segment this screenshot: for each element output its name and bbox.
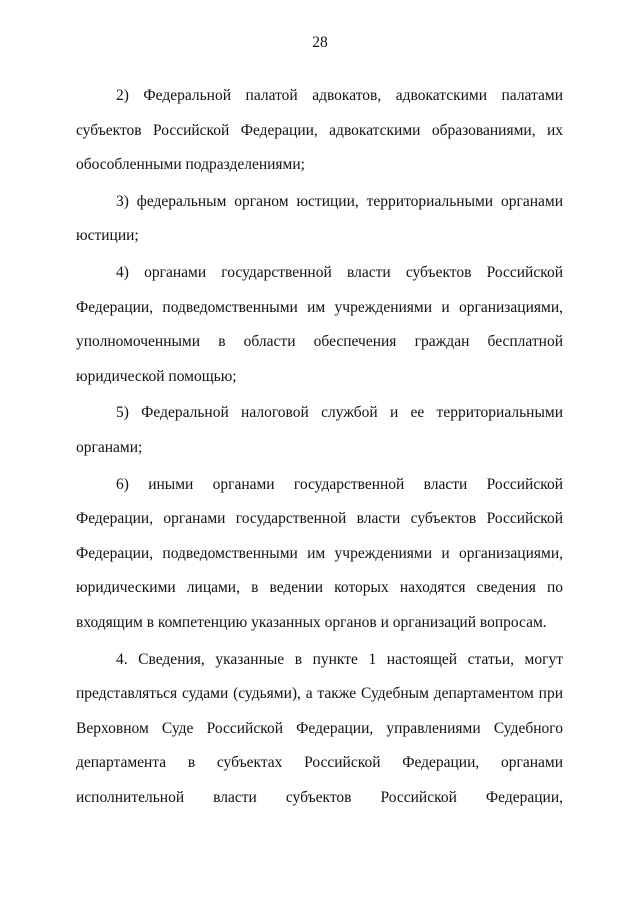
paragraph-item-2: 2) Федеральной палатой адвокатов, адвокатскими палатами субъектов Российской Федерации, адвокатскими образованиями, их обособленными подразделениями;: [76, 87, 563, 174]
page-number: 28: [312, 34, 328, 51]
paragraph-item-5: 5) Федеральной налоговой службой и ее территориальными органами;: [76, 404, 563, 456]
document-body: [76, 79, 563, 817]
paragraph-item-6: 6) иными органами государственной власти Российской Федерации, органами государственной власти субъектов Российской Федерации, подведомственными им учреждениями и организациями, юридическими лицами, в ведении которых находятся сведения по входящим в компетенцию указанных органов и организаций вопросам.: [76, 475, 563, 631]
paragraph-item-3: 3) федеральным органом юстиции, территориальными органами юстиции;: [76, 192, 563, 245]
paragraph-point-4: 4. Сведения, указанные в пункте 1 настоящей статьи, могут представляться судами (судьями), а также Судебным департаментом при Верховном Суде Российской Федерации, управлениями Судебного департамента в субъектах Российской Федерации, органами исполнительной власти субъектов Российской Федерации,: [76, 650, 563, 806]
paragraph-item-4: 4) органами государственной власти субъектов Российской Федерации, подведомственными им учреждениями и организациями, уполномоченными в области обеспечения граждан бесплатной юридической помощью;: [76, 263, 563, 385]
